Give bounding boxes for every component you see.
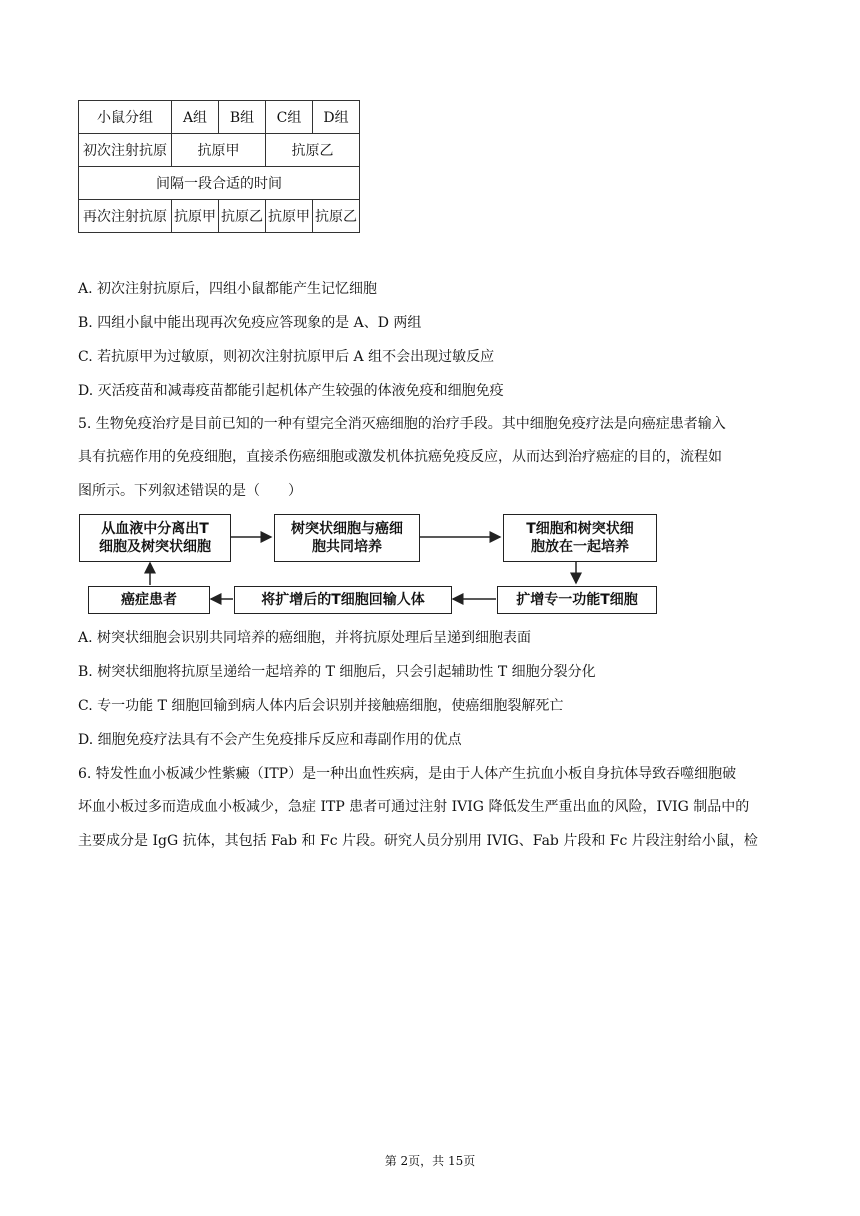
option-b: B. 树突状细胞将抗原呈递给一起培养的 T 细胞后，只会引起辅助性 T 细胞分裂分化: [78, 664, 596, 680]
question-stem: 具有抗癌作用的免疫细胞，直接杀伤癌细胞或激发机体抗癌免疫反应，从而达到治疗癌症的目的，流程如: [78, 449, 722, 465]
table-cell: 小鼠分组: [79, 101, 172, 134]
table-cell: 抗原甲: [266, 200, 313, 233]
table-cell: D组: [313, 101, 360, 134]
table-cell: 抗原乙: [313, 200, 360, 233]
table-cell: C组: [266, 101, 313, 134]
table-cell: 抗原乙: [266, 134, 360, 167]
flow-box-text: 树突状细胞与癌细: [291, 521, 403, 537]
option-a: A. 初次注射抗原后，四组小鼠都能产生记忆细胞: [78, 281, 378, 297]
flow-box-text: 细胞及树突状细胞: [99, 539, 211, 555]
flow-box-text: 扩增专一功能T细胞: [516, 592, 638, 608]
flow-box-text: 胞放在一起培养: [531, 539, 629, 555]
option-b: B. 四组小鼠中能出现再次免疫应答现象的是 A、D 两组: [78, 315, 422, 331]
question-stem: 坏血小板过多而造成血小板减少，急症 ITP 患者可通过注射 IVIG 降低发生严重出血的风险，IVIG 制品中的: [78, 799, 750, 815]
option-c: C. 专一功能 T 细胞回输到病人体内后会识别并接触癌细胞，使癌细胞裂解死亡: [78, 698, 564, 714]
table-cell: 初次注射抗原: [79, 134, 172, 167]
option-d: D. 灭活疫苗和减毒疫苗都能引起机体产生较强的体液免疫和细胞免疫: [78, 383, 504, 399]
table-cell: A组: [172, 101, 219, 134]
table-cell: 抗原乙: [219, 200, 266, 233]
flow-box-text: 将扩增后的T细胞回输人体: [261, 592, 425, 608]
option-a: A. 树突状细胞会识别共同培养的癌细胞，并将抗原处理后呈递到细胞表面: [78, 630, 532, 646]
question-stem: 主要成分是 IgG 抗体，其包括 Fab 和 Fc 片段。研究人员分别用 IVIG、Fab 片段和 Fc 片段注射给小鼠，检: [78, 833, 758, 849]
table-cell: 抗原甲: [172, 134, 266, 167]
table-cell: B组: [219, 101, 266, 134]
flow-box-text: T细胞和树突状细: [526, 521, 634, 537]
option-d: D. 细胞免疫疗法具有不会产生免疫排斥反应和毒副作用的优点: [78, 732, 462, 748]
table-cell: 间隔一段合适的时间: [79, 167, 360, 200]
flow-box-text: 胞共同培养: [312, 539, 382, 555]
page-footer: 第 2页，共 15页: [384, 1154, 476, 1168]
table-cell: 再次注射抗原: [79, 200, 172, 233]
question-stem: 图所示。下列叙述错误的是（ ）: [78, 483, 302, 499]
question-stem: 5. 生物免疫治疗是目前已知的一种有望完全消灭癌细胞的治疗手段。其中细胞免疫疗法是向癌症患者输入: [78, 416, 726, 432]
flow-box-text: 从血液中分离出T: [101, 521, 209, 537]
table-cell: 抗原甲: [172, 200, 219, 233]
option-c: C. 若抗原甲为过敏原，则初次注射抗原甲后 A 组不会出现过敏反应: [78, 349, 495, 365]
question-stem: 6. 特发性血小板减少性紫癜（ITP）是一种出血性疾病，是由于人体产生抗血小板自身抗体导致吞噬细胞破: [78, 766, 737, 782]
flow-box-text: 癌症患者: [121, 592, 177, 608]
